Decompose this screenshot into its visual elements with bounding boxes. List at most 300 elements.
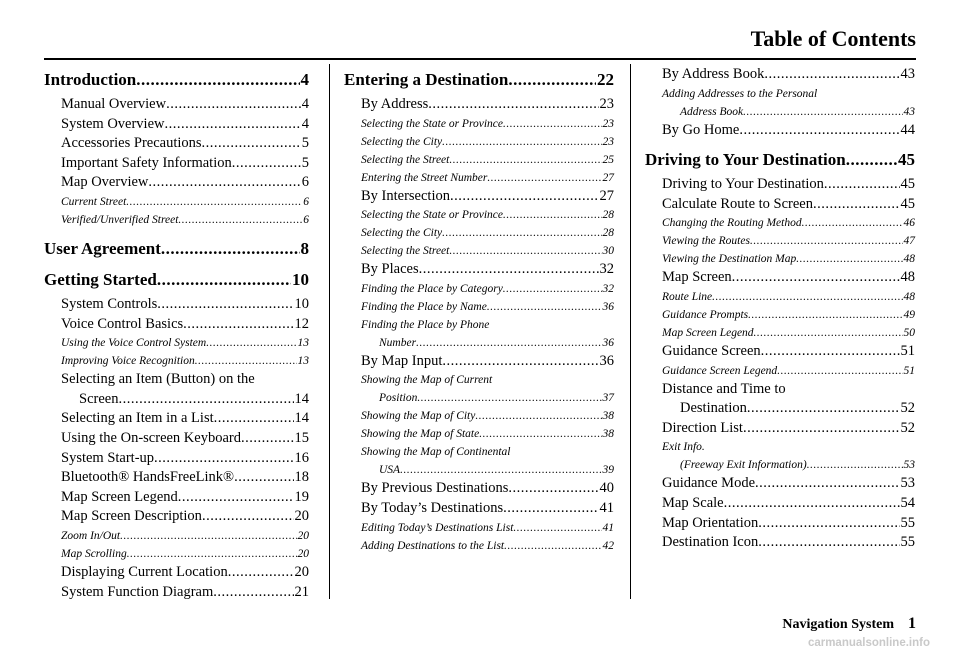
dot-leader bbox=[813, 195, 900, 215]
toc-entry-row bbox=[61, 507, 309, 527]
toc-entry-row bbox=[61, 193, 309, 211]
toc-entry-text: By Places bbox=[361, 261, 419, 278]
toc-entry[interactable] bbox=[44, 563, 309, 583]
toc-entry[interactable] bbox=[645, 268, 915, 288]
toc-subentry[interactable] bbox=[44, 193, 309, 211]
dot-leader bbox=[416, 334, 601, 352]
toc-entry-row bbox=[662, 288, 915, 306]
toc-entry-row bbox=[361, 206, 614, 224]
toc-entry-text: Adding Destinations to the List bbox=[361, 539, 505, 552]
dot-leader bbox=[228, 563, 294, 583]
toc-page-number: 25 bbox=[602, 153, 614, 166]
toc-entry-row bbox=[361, 169, 614, 187]
toc-entry-text: Guidance Screen Legend bbox=[662, 364, 778, 377]
toc-page-number: 23 bbox=[599, 96, 614, 112]
toc-entry-text: Map Scale bbox=[662, 494, 724, 511]
toc-page-number: 21 bbox=[294, 583, 309, 600]
dot-leader bbox=[758, 533, 899, 553]
toc-subentry[interactable] bbox=[344, 151, 614, 169]
toc-entry[interactable] bbox=[645, 195, 915, 215]
toc-page-number: 41 bbox=[599, 499, 614, 516]
toc-entry-text-line1: Exit Info. bbox=[662, 441, 705, 454]
toc-entry[interactable] bbox=[344, 479, 614, 499]
toc-entry-row bbox=[361, 242, 614, 260]
toc-page-number: 4 bbox=[300, 70, 309, 89]
toc-page-number: 40 bbox=[599, 480, 614, 497]
dot-leader bbox=[503, 115, 602, 133]
toc-entry-text: Entering the Street Number bbox=[361, 171, 488, 184]
toc-entry-text: By Map Input bbox=[361, 352, 443, 369]
toc-entry-row bbox=[662, 342, 915, 362]
toc-entry-text: Viewing the Routes bbox=[662, 235, 750, 248]
dot-leader bbox=[442, 224, 601, 242]
toc-entry[interactable] bbox=[344, 95, 614, 115]
toc-subentry[interactable] bbox=[344, 316, 614, 352]
dot-leader bbox=[743, 419, 900, 439]
toc-entry-row bbox=[61, 563, 309, 583]
toc-subentry[interactable] bbox=[645, 438, 915, 474]
toc-entry-text: Number bbox=[379, 336, 417, 349]
toc-entry-row bbox=[61, 134, 309, 154]
dot-leader bbox=[503, 499, 598, 519]
toc-entry-row bbox=[662, 399, 915, 419]
toc-page-number: 30 bbox=[602, 245, 614, 258]
toc-entry-text: Displaying Current Location bbox=[61, 563, 228, 580]
toc-entry-text: Verified/Unverified Street bbox=[61, 213, 179, 226]
dot-leader bbox=[449, 151, 601, 169]
dot-leader bbox=[232, 154, 301, 174]
dot-leader bbox=[120, 527, 296, 545]
toc-page-number: 13 bbox=[297, 355, 309, 368]
toc-subentry[interactable] bbox=[344, 169, 614, 187]
toc-entry-text: Entering a Destination bbox=[344, 70, 509, 89]
toc-entry-text: Screen bbox=[79, 390, 119, 407]
toc-entry-text: Destination Icon bbox=[662, 534, 759, 551]
toc-entry-text: Destination bbox=[680, 400, 747, 417]
toc-entry-text: Selecting the City bbox=[361, 227, 443, 240]
toc-page-number: 36 bbox=[602, 336, 614, 349]
dot-leader bbox=[178, 488, 294, 508]
toc-entry-text: Guidance Mode bbox=[662, 475, 756, 492]
toc-entry-text: Selecting the Street bbox=[361, 245, 450, 258]
toc-entry-text: By Intersection bbox=[361, 187, 450, 204]
toc-subentry[interactable] bbox=[44, 352, 309, 370]
toc-entry-text: Accessories Precautions bbox=[61, 135, 202, 152]
dot-leader bbox=[118, 390, 293, 410]
toc-entry-text: Getting Started bbox=[44, 269, 157, 289]
toc-entry-text: Selecting the State or Province bbox=[361, 117, 503, 130]
toc-entry-row bbox=[61, 390, 309, 410]
toc-page-number: 38 bbox=[602, 428, 614, 441]
toc-entry-text-line1: Adding Addresses to the Personal bbox=[662, 87, 818, 100]
toc-entry-row bbox=[61, 334, 309, 352]
toc-page-number: 52 bbox=[900, 419, 915, 436]
toc-entry-text: Route Line bbox=[662, 290, 713, 303]
toc-entry[interactable] bbox=[44, 409, 309, 429]
toc-subentry[interactable] bbox=[344, 206, 614, 224]
dot-leader bbox=[777, 362, 902, 380]
toc-page-number: 48 bbox=[903, 253, 915, 266]
watermark: carmanualsonline.info bbox=[807, 637, 930, 649]
toc-page-number: 10 bbox=[294, 295, 309, 312]
toc-page-number: 13 bbox=[297, 337, 309, 350]
toc-entry[interactable] bbox=[344, 499, 614, 519]
toc-entry-row bbox=[61, 429, 309, 449]
title-rule bbox=[44, 58, 916, 60]
toc-entry-text: Important Safety Information bbox=[61, 154, 232, 171]
footer-page-number: 1 bbox=[908, 615, 916, 632]
toc-subentry[interactable] bbox=[645, 288, 915, 306]
toc-page-number: 23 bbox=[602, 117, 614, 130]
toc-page-number: 14 bbox=[294, 390, 309, 407]
toc-page-number: 51 bbox=[900, 342, 915, 359]
toc-entry-text: Manual Overview bbox=[61, 96, 167, 112]
toc-page-number: 23 bbox=[602, 135, 614, 148]
toc-entry-text: Position bbox=[379, 392, 418, 405]
toc-entry-row bbox=[61, 449, 309, 469]
toc-entry[interactable] bbox=[645, 419, 915, 439]
toc-entry[interactable] bbox=[44, 95, 309, 115]
toc-entry-row bbox=[61, 409, 309, 429]
toc-page-number: 52 bbox=[900, 400, 915, 417]
toc-entry-row bbox=[662, 494, 915, 514]
toc-entry-row bbox=[361, 133, 614, 151]
toc-entry-row bbox=[662, 474, 915, 494]
dot-leader bbox=[724, 494, 900, 514]
toc-entry-text: Current Street bbox=[61, 195, 127, 208]
dot-leader bbox=[479, 425, 601, 443]
toc-entry[interactable] bbox=[645, 494, 915, 514]
toc-subentry[interactable] bbox=[344, 133, 614, 151]
toc-page-number: 5 bbox=[301, 154, 309, 171]
dot-leader bbox=[428, 95, 598, 115]
dot-leader bbox=[202, 134, 301, 154]
toc-subentry[interactable] bbox=[344, 224, 614, 242]
dot-leader bbox=[754, 324, 903, 342]
toc-page-number: 32 bbox=[602, 282, 614, 295]
dot-leader bbox=[508, 69, 596, 91]
toc-entry-text: System Overview bbox=[61, 115, 165, 132]
toc-entry-row bbox=[361, 479, 614, 499]
toc-subentry[interactable] bbox=[645, 306, 915, 324]
toc-page-number: 41 bbox=[602, 521, 614, 534]
toc-subentry[interactable] bbox=[344, 537, 614, 555]
dot-leader bbox=[824, 175, 900, 195]
toc-section-heading[interactable] bbox=[44, 269, 309, 291]
dot-leader bbox=[807, 456, 903, 474]
toc-page-number: 45 bbox=[900, 195, 915, 212]
toc-entry[interactable] bbox=[44, 173, 309, 193]
toc-entry-row bbox=[662, 195, 915, 215]
dot-leader bbox=[503, 280, 602, 298]
toc-page-number: 46 bbox=[903, 217, 915, 230]
dot-leader bbox=[748, 306, 902, 324]
toc-entry[interactable] bbox=[645, 342, 915, 362]
toc-subentry[interactable] bbox=[44, 334, 309, 352]
toc-page-number: 5 bbox=[301, 135, 309, 152]
toc-entry-row bbox=[61, 173, 309, 193]
dot-leader bbox=[508, 479, 598, 499]
toc-section-heading[interactable] bbox=[44, 238, 309, 260]
toc-subentry[interactable] bbox=[344, 519, 614, 537]
toc-entry-text: By Address Book bbox=[662, 66, 765, 82]
dot-leader bbox=[148, 173, 300, 193]
toc-entry[interactable] bbox=[44, 468, 309, 488]
toc-entry-text: Showing the Map of State bbox=[361, 428, 480, 441]
toc-page-number: 14 bbox=[294, 410, 309, 427]
toc-page-number: 4 bbox=[301, 96, 309, 112]
toc-page-number: 20 bbox=[294, 563, 309, 580]
toc-entry-text: (Freeway Exit Information) bbox=[680, 459, 807, 472]
dot-leader bbox=[739, 121, 899, 141]
dot-leader bbox=[136, 69, 299, 91]
toc-entry[interactable] bbox=[344, 352, 614, 372]
dot-leader bbox=[758, 514, 899, 534]
toc-entry-text: Map Screen bbox=[662, 269, 732, 286]
toc-entry-row bbox=[361, 352, 614, 372]
toc-entry-text: Showing the Map of City bbox=[361, 410, 476, 423]
toc-page-number: 15 bbox=[294, 429, 309, 446]
toc-entry-row bbox=[61, 95, 309, 115]
dot-leader bbox=[419, 260, 599, 280]
toc-page-number: 6 bbox=[301, 174, 309, 191]
toc-entry[interactable] bbox=[645, 533, 915, 553]
toc-entry[interactable] bbox=[44, 134, 309, 154]
toc-page-number: 48 bbox=[900, 269, 915, 286]
toc-entry[interactable] bbox=[645, 474, 915, 494]
toc-entry-row bbox=[61, 488, 309, 508]
toc-entry[interactable] bbox=[44, 370, 309, 409]
dot-leader bbox=[178, 211, 302, 229]
toc-page-number: 19 bbox=[294, 488, 309, 505]
toc-entry-row bbox=[662, 324, 915, 342]
toc-entry[interactable] bbox=[44, 583, 309, 603]
dot-leader bbox=[513, 519, 601, 537]
toc-entry-row bbox=[662, 121, 915, 141]
toc-page-number: 18 bbox=[294, 469, 309, 486]
toc-entry-text: User Agreement bbox=[44, 238, 161, 258]
toc-entry-row bbox=[662, 533, 915, 553]
toc-entry-text: Driving to Your Destination bbox=[662, 176, 824, 193]
toc-column-2 bbox=[344, 65, 614, 555]
dot-leader bbox=[846, 149, 897, 171]
toc-subentry[interactable] bbox=[645, 85, 915, 121]
toc-subentry[interactable] bbox=[344, 371, 614, 407]
toc-entry-row bbox=[61, 211, 309, 229]
toc-entry-row bbox=[361, 389, 614, 407]
dot-leader bbox=[747, 399, 900, 419]
toc-entry-row bbox=[662, 419, 915, 439]
toc-page-number: 6 bbox=[303, 195, 309, 208]
dot-leader bbox=[126, 193, 302, 211]
toc-entry-text: Viewing the Destination Map bbox=[662, 253, 797, 266]
toc-entry-text: Improving Voice Recognition bbox=[61, 355, 195, 368]
toc-subentry[interactable] bbox=[344, 425, 614, 443]
toc-entry[interactable] bbox=[44, 295, 309, 315]
toc-entry-text: By Address bbox=[361, 96, 429, 112]
dot-leader bbox=[504, 537, 601, 555]
toc-entry-text: System Start-up bbox=[61, 449, 155, 466]
toc-section-heading[interactable] bbox=[44, 69, 309, 91]
dot-leader bbox=[712, 288, 902, 306]
toc-entry[interactable] bbox=[344, 260, 614, 280]
dot-leader bbox=[475, 407, 601, 425]
dot-leader bbox=[764, 65, 899, 85]
dot-leader bbox=[732, 268, 900, 288]
dot-leader bbox=[743, 103, 902, 121]
toc-entry-text: Selecting the City bbox=[361, 135, 443, 148]
toc-subentry[interactable] bbox=[344, 443, 614, 479]
toc-subentry[interactable] bbox=[344, 280, 614, 298]
toc-entry[interactable] bbox=[645, 175, 915, 195]
toc-subentry[interactable] bbox=[44, 211, 309, 229]
dot-leader bbox=[442, 352, 598, 372]
toc-entry-row bbox=[361, 425, 614, 443]
toc-entry-row bbox=[361, 519, 614, 537]
toc-page-number: 54 bbox=[900, 494, 915, 511]
toc-subentry[interactable] bbox=[44, 545, 309, 563]
toc-entry-row bbox=[662, 175, 915, 195]
toc-entry-row bbox=[662, 514, 915, 534]
toc-page-number: 12 bbox=[294, 315, 309, 332]
toc-page-number: 55 bbox=[900, 514, 915, 531]
toc-entry-row bbox=[61, 545, 309, 563]
toc-entry[interactable] bbox=[44, 429, 309, 449]
toc-subentry[interactable] bbox=[344, 242, 614, 260]
toc-subentry[interactable] bbox=[645, 250, 915, 268]
toc-page-number: 20 bbox=[294, 508, 309, 525]
dot-leader bbox=[183, 315, 293, 335]
toc-page-number: 20 bbox=[297, 529, 309, 542]
toc-entry-text: Introduction bbox=[44, 70, 137, 89]
toc-entry[interactable] bbox=[344, 187, 614, 207]
toc-entry-text: By Today’s Destinations bbox=[361, 499, 504, 516]
toc-entry-row bbox=[645, 149, 915, 171]
toc-page-number: 39 bbox=[602, 464, 614, 477]
dot-leader bbox=[157, 295, 293, 315]
toc-entry-text: USA bbox=[379, 464, 401, 477]
toc-entry[interactable] bbox=[44, 154, 309, 174]
toc-entry[interactable] bbox=[44, 488, 309, 508]
toc-entry[interactable] bbox=[44, 449, 309, 469]
toc-page-number: 53 bbox=[903, 459, 915, 472]
toc-subentry[interactable] bbox=[645, 214, 915, 232]
dot-leader bbox=[755, 474, 899, 494]
toc-entry-text-line1: Selecting an Item (Button) on the bbox=[61, 371, 255, 388]
toc-subentry[interactable] bbox=[344, 407, 614, 425]
toc-entry-row bbox=[361, 224, 614, 242]
toc-entry-row bbox=[361, 407, 614, 425]
toc-entry[interactable] bbox=[645, 380, 915, 419]
toc-page-number: 44 bbox=[900, 121, 915, 138]
dot-leader bbox=[802, 214, 903, 232]
toc-page-number: 27 bbox=[599, 187, 614, 204]
toc-page-number: 20 bbox=[297, 547, 309, 560]
dot-leader bbox=[417, 389, 601, 407]
toc-entry-text: Editing Today’s Destinations List bbox=[361, 521, 514, 534]
toc-entry-row bbox=[662, 65, 915, 85]
toc-page-number: 36 bbox=[602, 300, 614, 313]
toc-subentry[interactable] bbox=[44, 527, 309, 545]
toc-entry-text: Driving to Your Destination bbox=[645, 150, 846, 170]
dot-leader bbox=[750, 232, 903, 250]
toc-entry-row bbox=[61, 352, 309, 370]
toc-entry[interactable] bbox=[645, 65, 915, 85]
dot-leader bbox=[503, 206, 602, 224]
toc-entry-row bbox=[361, 260, 614, 280]
toc-entry-row bbox=[44, 269, 309, 291]
dot-leader bbox=[161, 238, 300, 260]
toc-entry-text: Map Screen Legend bbox=[662, 326, 754, 339]
toc-entry[interactable] bbox=[44, 507, 309, 527]
toc-entry[interactable] bbox=[645, 121, 915, 141]
toc-entry-row bbox=[61, 468, 309, 488]
toc-subentry[interactable] bbox=[344, 115, 614, 133]
toc-entry-row bbox=[361, 115, 614, 133]
toc-entry-text-line1: Showing the Map of Current bbox=[361, 374, 493, 387]
toc-entry[interactable] bbox=[645, 514, 915, 534]
toc-entry[interactable] bbox=[44, 115, 309, 135]
toc-subentry[interactable] bbox=[645, 362, 915, 380]
toc-column-3 bbox=[645, 65, 915, 553]
toc-section-heading[interactable] bbox=[344, 69, 614, 91]
toc-entry-text: Calculate Route to Screen bbox=[662, 195, 813, 212]
toc-entry-row bbox=[61, 115, 309, 135]
dot-leader bbox=[487, 169, 601, 187]
toc-entry-row bbox=[662, 306, 915, 324]
toc-entry-row bbox=[662, 362, 915, 380]
toc-entry-row bbox=[361, 151, 614, 169]
toc-entry-text: Selecting the Street bbox=[361, 153, 450, 166]
toc-entry-text: Changing the Routing Method bbox=[662, 217, 802, 230]
dot-leader bbox=[450, 187, 599, 207]
toc-subentry[interactable] bbox=[645, 232, 915, 250]
toc-page-number: 28 bbox=[602, 209, 614, 222]
dot-leader bbox=[241, 429, 294, 449]
dot-leader bbox=[234, 468, 293, 488]
toc-entry-text: By Previous Destinations bbox=[361, 480, 509, 497]
dot-leader bbox=[400, 461, 601, 479]
toc-entry-row bbox=[61, 295, 309, 315]
dot-leader bbox=[127, 545, 297, 563]
toc-page-number: 53 bbox=[900, 475, 915, 492]
toc-section-heading[interactable] bbox=[645, 149, 915, 171]
toc-entry-row bbox=[361, 187, 614, 207]
toc-entry-text: Selecting the State or Province bbox=[361, 209, 503, 222]
toc-entry-text-line1: Showing the Map of Continental bbox=[361, 446, 511, 459]
dot-leader bbox=[213, 583, 293, 603]
dot-leader bbox=[195, 352, 297, 370]
toc-page-number: 43 bbox=[900, 66, 915, 82]
toc-entry-text: Selecting an Item in a List bbox=[61, 410, 214, 427]
toc-page-number: 48 bbox=[903, 290, 915, 303]
dot-leader bbox=[154, 449, 293, 469]
toc-page-number: 28 bbox=[602, 227, 614, 240]
toc-page-number: 16 bbox=[294, 449, 309, 466]
toc-column-1 bbox=[44, 65, 309, 602]
toc-page-number: 50 bbox=[903, 326, 915, 339]
toc-entry[interactable] bbox=[44, 315, 309, 335]
toc-page-number: 6 bbox=[303, 213, 309, 226]
toc-subentry[interactable] bbox=[344, 298, 614, 316]
toc-entry-text: Direction List bbox=[662, 419, 743, 436]
dot-leader bbox=[761, 342, 900, 362]
dot-leader bbox=[214, 409, 294, 429]
toc-entry-row bbox=[361, 461, 614, 479]
toc-entry-text: Address Book bbox=[680, 105, 744, 118]
toc-subentry[interactable] bbox=[645, 324, 915, 342]
toc-entry-text: Voice Control Basics bbox=[61, 315, 184, 332]
